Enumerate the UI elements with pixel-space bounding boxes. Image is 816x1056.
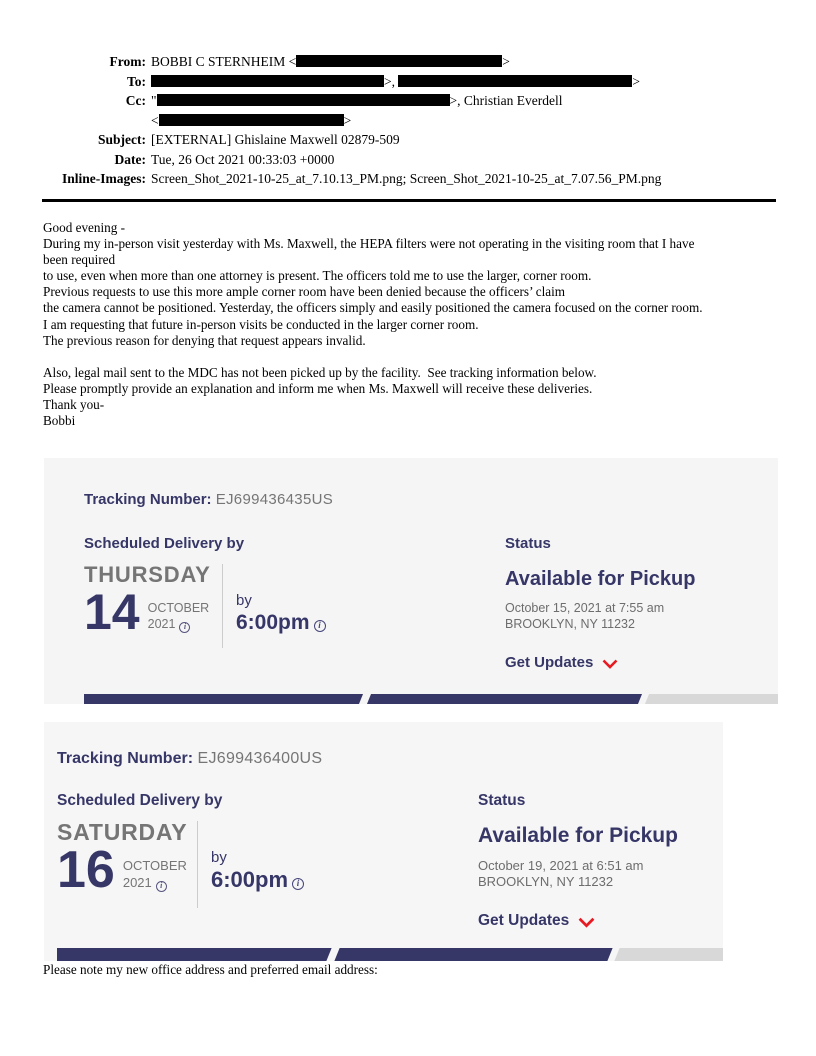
body-line: During my in-person visit yesterday with Ms. Maxwell, the HEPA filters were not operating in the visiting room that I have <box>43 236 695 252</box>
body-line: The previous reason for denying that request appears invalid. <box>43 332 366 348</box>
get-updates-button[interactable] <box>505 654 618 671</box>
subject-value: [EXTERNAL] Ghislaine Maxwell 02879-509 <box>151 132 400 147</box>
cc-value-pre: " <box>151 93 157 108</box>
body-line: Good evening - <box>43 220 126 235</box>
chevron-down-icon <box>602 659 618 669</box>
redaction-bar <box>151 75 384 87</box>
tracking-number-line <box>84 491 333 508</box>
date-time-divider <box>222 564 223 648</box>
cc-value-post: >, Christian Everdell <box>449 93 563 108</box>
from-value-post: > <box>502 54 510 69</box>
date-time-divider <box>197 821 198 908</box>
delivery-time-block <box>236 591 326 636</box>
by-label: by <box>236 592 252 609</box>
info-icon[interactable]: i <box>314 620 326 632</box>
status-detail-datetime: October 19, 2021 at 6:51 am <box>478 858 644 873</box>
info-icon[interactable]: i <box>179 622 190 633</box>
status-detail-location: BROOKLYN, NY 11232 <box>478 874 614 889</box>
delivery-year: 2021 <box>122 874 152 890</box>
to-value-mid: >, <box>384 73 399 89</box>
get-updates-button[interactable] <box>478 912 595 930</box>
progress-segment-unfilled <box>645 694 778 704</box>
redaction-bar <box>398 75 632 87</box>
cc-label: Cc: <box>125 93 146 108</box>
header-inline-images-line <box>40 169 780 189</box>
email-header-block <box>40 52 780 189</box>
header-from-line <box>40 52 780 72</box>
tracking-progress-bar <box>57 948 723 961</box>
body-line: the camera cannot be positioned. Yesterday, the officers simply and easily positioned the camera focused on the corner room. <box>43 300 703 316</box>
by-label: by <box>211 849 227 866</box>
tracking-number-label: Tracking Number: <box>84 491 212 508</box>
info-icon[interactable]: i <box>156 881 167 892</box>
get-updates-label: Get Updates <box>505 654 594 671</box>
cc2-value-post: > <box>343 112 352 128</box>
body-line: been required <box>43 252 116 268</box>
body-line: I am requesting that future in-person visits be conducted in the larger corner room. <box>43 316 479 332</box>
cc2-value-pre: < <box>151 112 159 128</box>
body-line: Please promptly provide an explanation and inform me when Ms. Maxwell will receive these deliveries. <box>43 380 593 396</box>
usps-tracking-widget-2 <box>44 722 723 961</box>
body-line: to use, even when more than one attorney is present. The officers told me to use the larger, corner room. <box>43 268 592 284</box>
delivery-day-number: 16 <box>57 841 115 899</box>
progress-segment-filled <box>334 948 612 961</box>
status-detail <box>505 601 664 632</box>
to-label: To: <box>126 73 146 89</box>
progress-segment-filled <box>57 948 331 961</box>
inline-images-value: Screen_Shot_2021-10-25_at_7.10.13_PM.png; Screen_Shot_2021-10-25_at_7.07.56_PM.png <box>151 171 662 186</box>
get-updates-label: Get Updates <box>478 912 570 929</box>
tracking-number-line <box>57 750 322 768</box>
tracking-progress-bar <box>84 694 778 704</box>
body-footer-line: Please note my new office address and preferred email address: <box>43 962 378 977</box>
chevron-down-icon <box>578 917 595 928</box>
progress-segment-filled <box>367 694 642 704</box>
tracking-number-value: EJ699436435US <box>215 491 334 508</box>
delivery-month: OCTOBER <box>147 601 210 616</box>
status-value: Available for Pickup <box>505 568 696 590</box>
redaction-bar <box>296 55 502 67</box>
delivery-time: 6:00pm <box>211 867 289 892</box>
redaction-bar <box>157 94 450 106</box>
date-value: Tue, 26 Oct 2021 00:33:03 +0000 <box>151 151 335 167</box>
subject-label: Subject: <box>98 132 146 147</box>
header-to-line <box>40 72 780 92</box>
from-value-pre: BOBBI C STERNHEIM < <box>151 54 297 69</box>
header-date-line <box>40 150 780 170</box>
delivery-month: OCTOBER <box>122 858 187 874</box>
delivery-year: 2021 <box>147 617 176 631</box>
date-label: Date: <box>114 151 146 167</box>
from-label: From: <box>109 54 146 69</box>
status-detail <box>478 858 644 890</box>
to-value-post: > <box>632 73 640 89</box>
body-blank-line <box>43 349 788 365</box>
status-detail-datetime: October 15, 2021 at 7:55 am <box>505 601 665 615</box>
delivery-day-name: SATURDAY <box>57 819 188 845</box>
usps-tracking-widget-1 <box>44 458 778 704</box>
scheduled-delivery-label: Scheduled Delivery by <box>57 792 223 809</box>
progress-segment-unfilled <box>614 948 723 961</box>
header-divider-rule <box>42 199 776 202</box>
body-line: Previous requests to use this more ample corner room have been denied because the officers’ claim <box>43 284 566 300</box>
scheduled-delivery-label: Scheduled Delivery by <box>84 535 245 552</box>
header-subject-line <box>40 130 780 150</box>
redaction-bar <box>159 114 344 126</box>
status-label: Status <box>505 535 551 552</box>
info-icon[interactable]: i <box>292 878 304 890</box>
delivery-time-block <box>211 848 304 893</box>
status-value: Available for Pickup <box>478 824 678 847</box>
delivery-day-name: THURSDAY <box>84 562 211 587</box>
body-line: Also, legal mail sent to the MDC has not been picked up by the facility. See tracking information below. <box>43 364 597 380</box>
delivery-date-block <box>84 584 210 640</box>
delivery-date-block <box>57 841 187 899</box>
header-cc-line <box>40 91 780 111</box>
body-line: Thank you- <box>43 397 105 413</box>
delivery-day-number: 14 <box>84 584 140 640</box>
body-signature: Bobbi <box>43 413 76 429</box>
header-cc-continuation-line <box>40 111 780 131</box>
inline-images-label: Inline-Images: <box>62 171 146 186</box>
progress-segment-filled <box>84 694 363 704</box>
tracking-number-label: Tracking Number: <box>57 750 194 767</box>
delivery-time: 6:00pm <box>236 611 310 634</box>
status-detail-location: BROOKLYN, NY 11232 <box>505 616 635 631</box>
status-label: Status <box>478 792 526 809</box>
tracking-number-value: EJ699436400US <box>197 750 323 767</box>
email-body <box>43 220 788 429</box>
